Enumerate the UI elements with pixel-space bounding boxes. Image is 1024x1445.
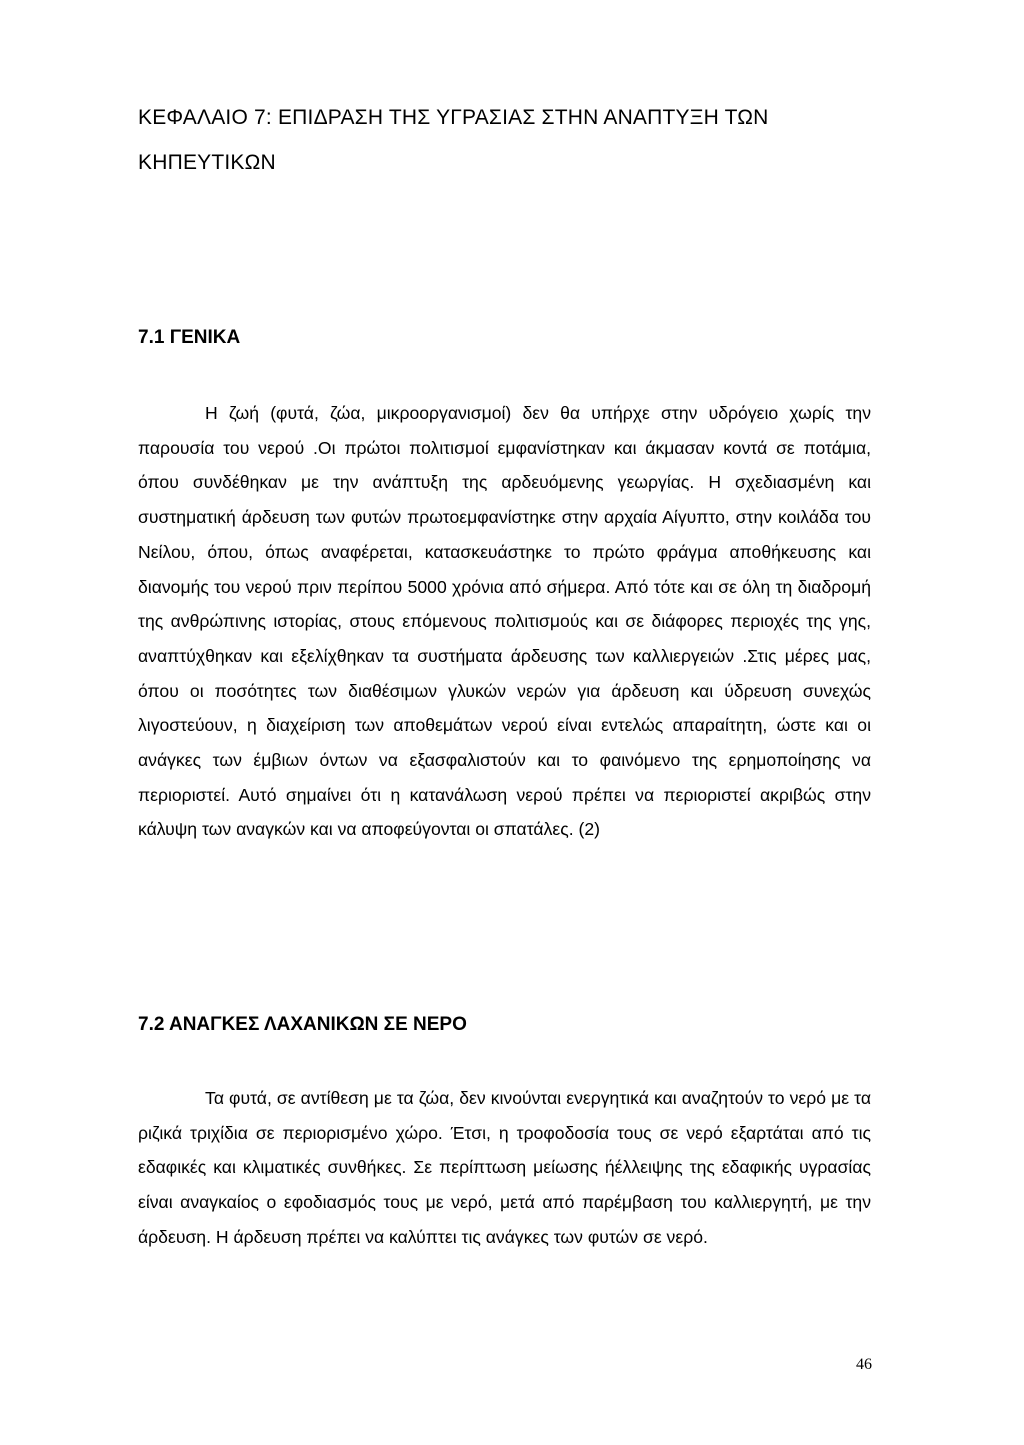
paragraph-vegetable-water-needs: Τα φυτά, σε αντίθεση με τα ζώα, δεν κινούνται ενεργητικά και αναζητούν το νερό με τα ριζικά τριχίδια σε περιορισμένο χώρο. Έτσι, η τροφοδοσία τους σε νερό εξαρτάται από τις εδαφικές και κλιματικές συνθήκες. Σε περίπτωση μείωσης ήέλλειψης της εδαφικής υγρασίας είναι αναγκαίος ο εφοδιασμός τους με νερό, μετά από παρέμβαση του καλλιεργητή, με την άρδευση. Η άρδευση πρέπει να καλύπτει τις ανάγκες των φυτών σε νερό. — [138, 1088, 871, 1247]
section-heading-vegetable-water-needs: 7.2 ΑΝΑΓΚΕΣ ΛΑΧΑΝΙΚΩΝ ΣΕ ΝΕΡΟ — [138, 1014, 467, 1035]
chapter-title: ΚΕΦΑΛΑΙΟ 7: ΕΠΙΔΡΑΣΗ ΤΗΣ ΥΓΡΑΣΙΑΣ ΣΤΗΝ ΑΝΑΠΤΥΞΗ ΤΩΝ ΚΗΠΕΥΤΙΚΩΝ — [138, 106, 769, 174]
paragraph-general: Η ζωή (φυτά, ζώα, μικροοργανισμοί) δεν θα υπήρχε στην υδρόγειο χωρίς την παρουσία του νερού .Οι πρώτοι πολιτισμοί εμφανίστηκαν και άκμασαν κοντά σε ποτάμια, όπου συνδέθηκαν με την ανάπτυξη της αρδευόμενης γεωργίας. Η σχεδιασμένη και συστηματική άρδευση των φυτών πρωτοεμφανίστηκε στην αρχαία Αίγυπτο, στην κοιλάδα του Νείλου, όπου, όπως αναφέρεται, κατασκευάστηκε το πρώτο φράγμα αποθήκευσης και διανομής του νερού πριν περίπου 5000 χρόνια από σήμερα. Από τότε και σε όλη τη διαδρομή της ανθρώπινης ιστορίας, στους επόμενους πολιτισμούς και σε διάφορες περιοχές της γης, αναπτύχθηκαν και εξελίχθηκαν τα συστήματα άρδευσης των καλλιεργειών .Στις μέρες μας, όπου οι ποσότητες των διαθέσιμων γλυκών νερών για άρδευση και ύδρευση συνεχώς λιγοστεύουν, η διαχείριση των αποθεμάτων νερού είναι εντελώς απαραίτητη, ώστε και οι ανάγκες των έμβιων όντων να εξασφαλιστούν και το φαινόμενο της ερημοποίησης να περιοριστεί. Αυτό σημαίνει ότι η κατανάλωση νερού πρέπει να περιοριστεί ακριβώς στην κάλυψη των αναγκών και να αποφεύγονται οι σπατάλες. (2) — [138, 403, 871, 840]
page-number: 46 — [856, 1356, 872, 1373]
section-heading-general: 7.1 ΓΕΝΙΚΑ — [138, 327, 241, 348]
